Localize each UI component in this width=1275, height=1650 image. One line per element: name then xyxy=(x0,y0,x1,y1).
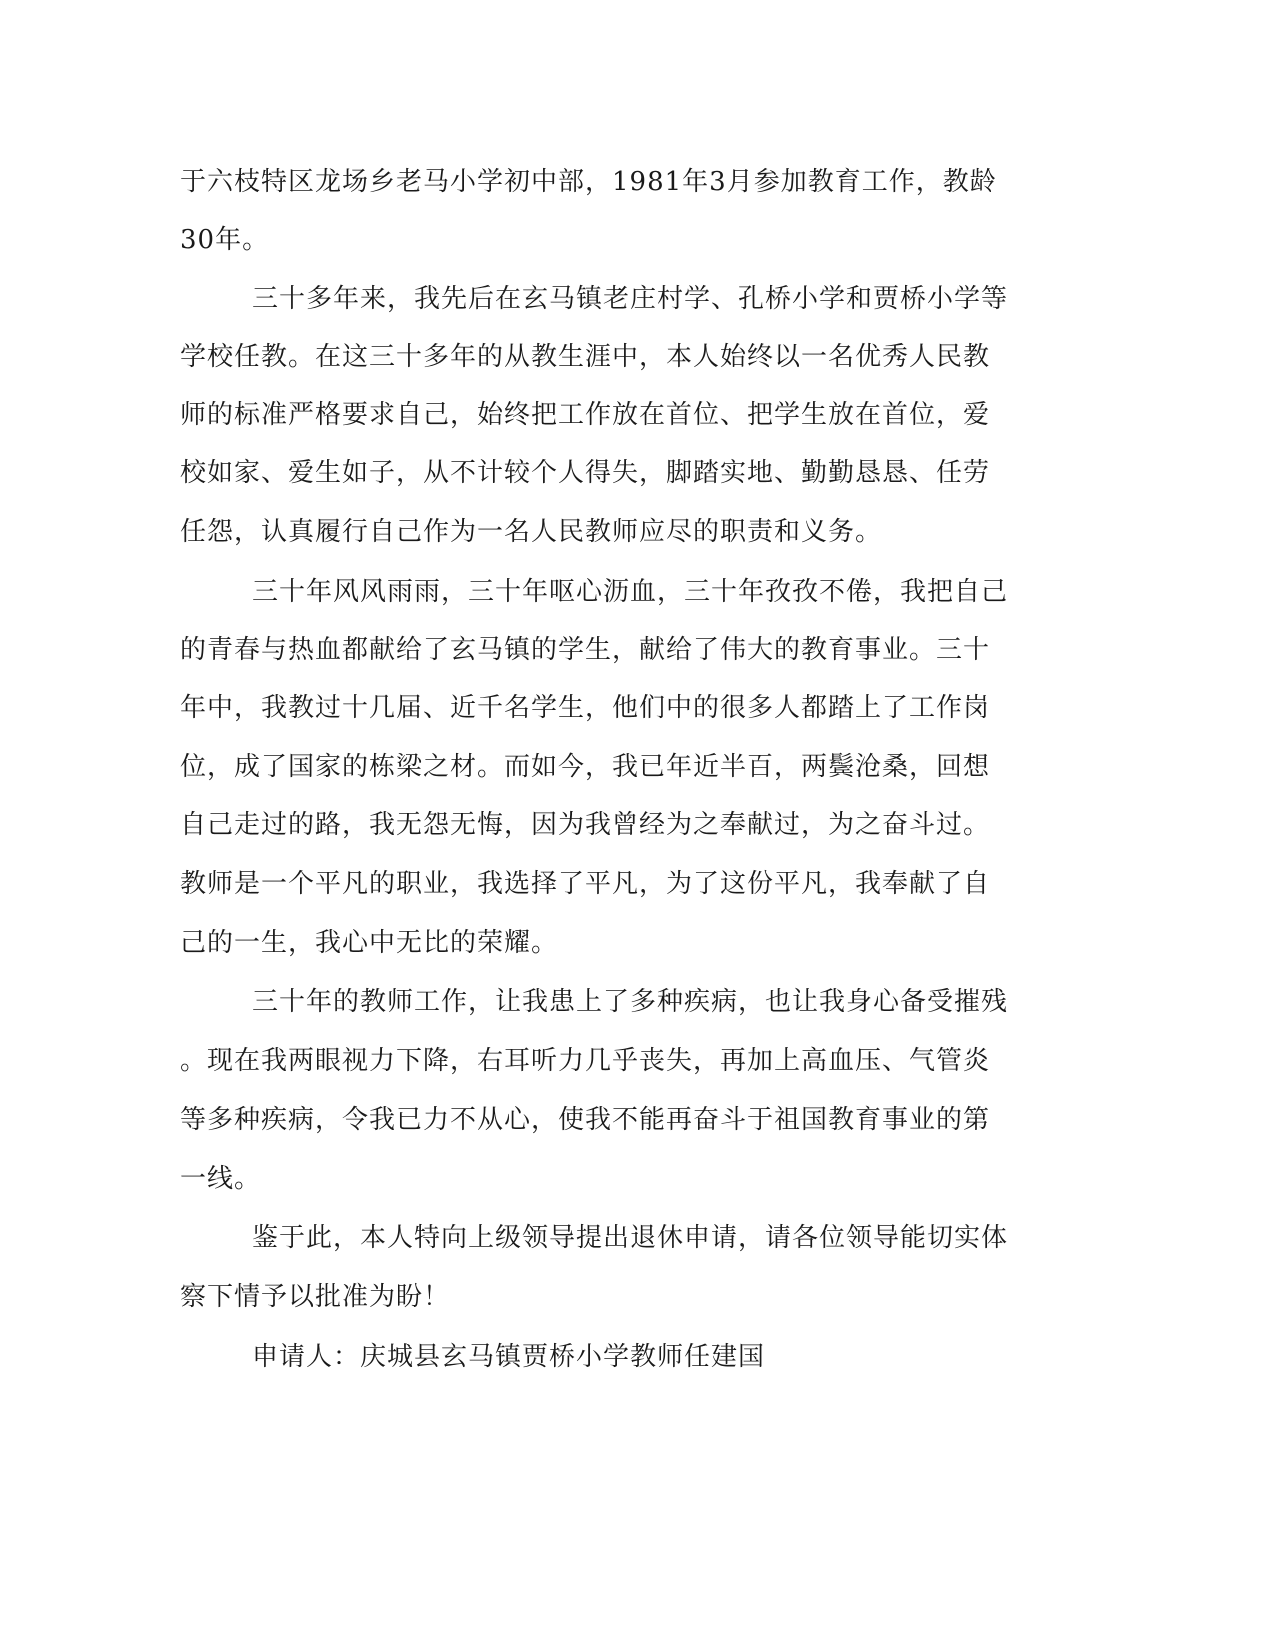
text-line: 教师是一个平凡的职业，我选择了平凡，为了这份平凡，我奉献了自 xyxy=(180,869,991,899)
text-line: 年中，我教过十几届、近千名学生，他们中的很多人都踏上了工作岗 xyxy=(180,693,991,723)
paragraph-first-line: 三十年的教师工作，让我患上了多种疾病，也让我身心备受摧残 xyxy=(252,987,1009,1017)
text-line: 自己走过的路，我无怨无悔，因为我曾经为之奉献过，为之奋斗过。 xyxy=(180,810,991,840)
text-line: 师的标准严格要求自己，始终把工作放在首位、把学生放在首位，爱 xyxy=(180,400,991,430)
paragraph-first-line: 三十多年来，我先后在玄马镇老庄村学、孔桥小学和贾桥小学等 xyxy=(252,284,1009,314)
text-line: 己的一生，我心中无比的荣耀。 xyxy=(180,928,559,958)
paragraph-first-line: 三十年风风雨雨，三十年呕心沥血，三十年孜孜不倦，我把自己 xyxy=(252,577,1009,607)
text-line: 任怨，认真履行自己作为一名人民教师应尽的职责和义务。 xyxy=(180,517,883,547)
text-line: 30年。 xyxy=(180,225,270,255)
text-line: 校如家、爱生如子，从不计较个人得失，脚踏实地、勤勤恳恳、任劳 xyxy=(180,458,991,488)
text-line: 等多种疾病，令我已力不从心，使我不能再奋斗于祖国教育事业的第 xyxy=(180,1105,991,1135)
text-line: 于六枝特区龙场乡老马小学初中部，1981年3月参加教育工作，教龄 xyxy=(180,167,997,197)
paragraph-first-line: 鉴于此，本人特向上级领导提出退休申请，请各位领导能切实体 xyxy=(252,1223,1009,1253)
text-line: 一线。 xyxy=(180,1164,262,1194)
text-line: 的青春与热血都献给了玄马镇的学生，献给了伟大的教育事业。三十 xyxy=(180,635,991,665)
text-line: 位，成了国家的栋梁之材。而如今，我已年近半百，两鬓沧桑，回想 xyxy=(180,752,991,782)
text-line: 。现在我两眼视力下降，右耳听力几乎丧失，再加上高血压、气管炎 xyxy=(180,1046,991,1076)
text-line: 察下情予以批准为盼！ xyxy=(180,1282,451,1312)
text-line: 学校任教。在这三十多年的从教生涯中，本人始终以一名优秀人民教 xyxy=(180,342,991,372)
applicant-signature-line: 申请人：庆城县玄马镇贾桥小学教师任建国 xyxy=(252,1342,766,1372)
